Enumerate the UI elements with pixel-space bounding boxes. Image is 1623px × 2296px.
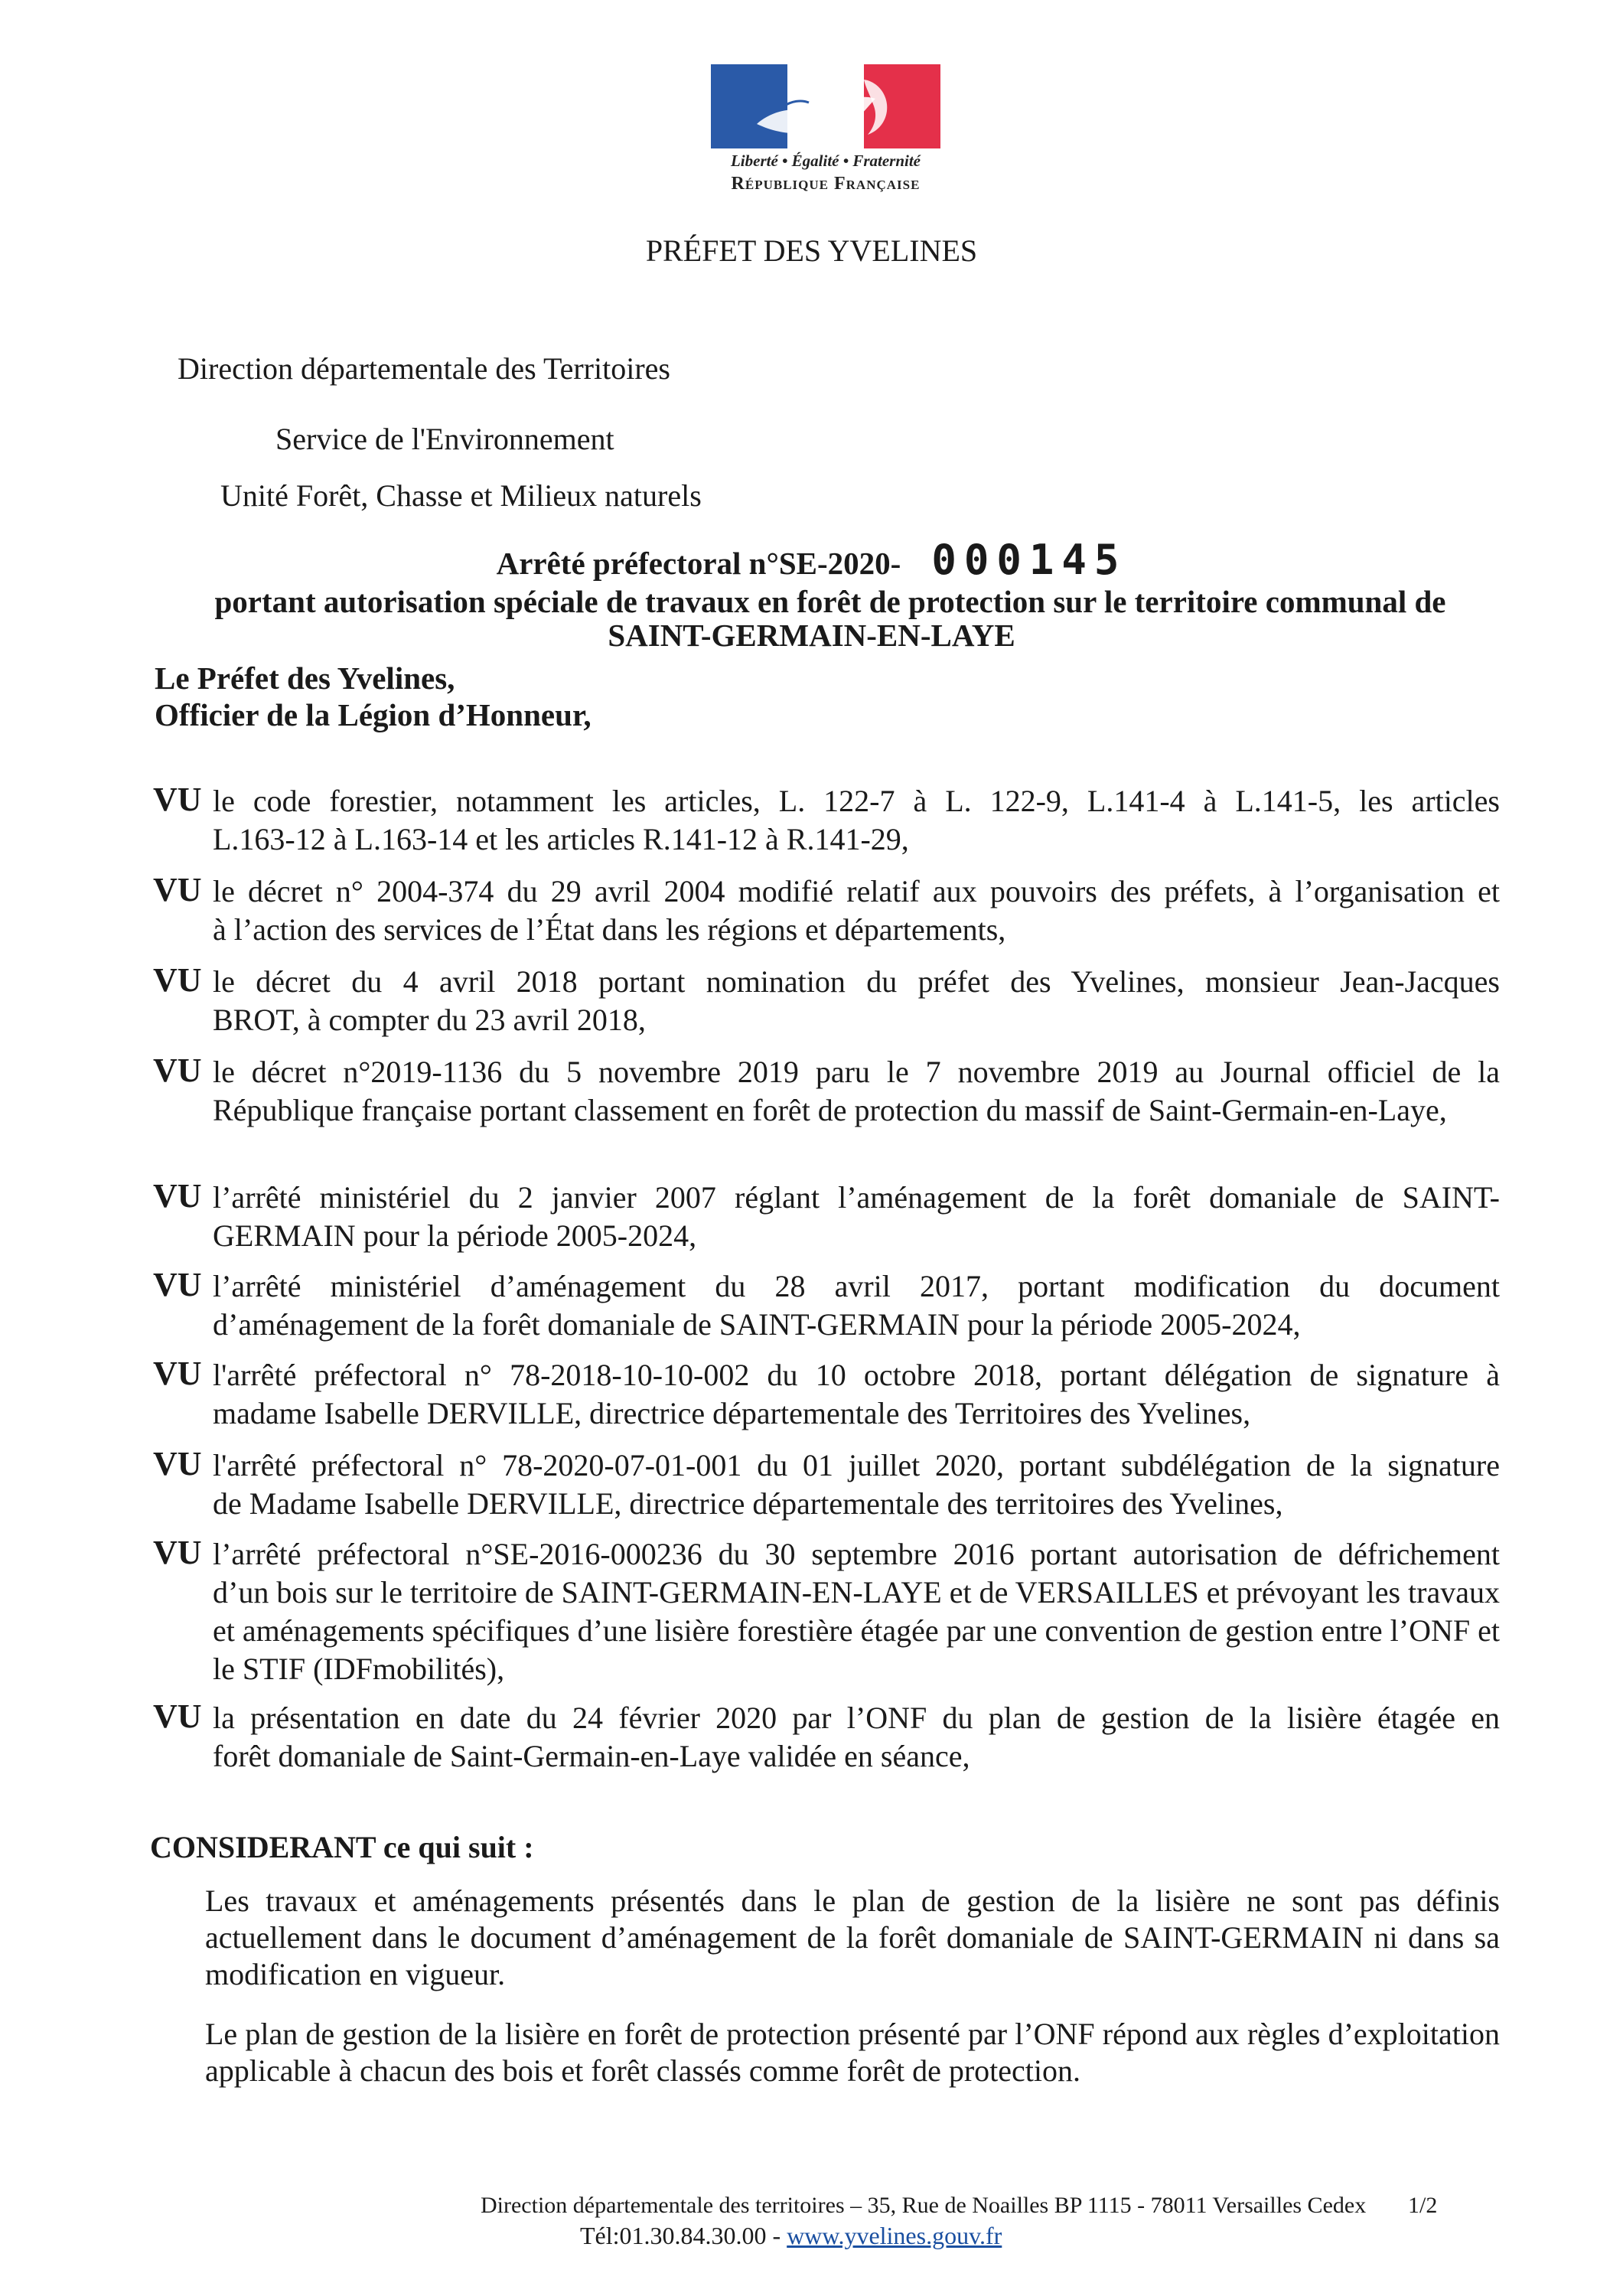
considerant-paragraph-2: Le plan de gestion de la lisière en forêt de protection présenté par l’ONF répond aux règles d’exploitation applicable à chacun des bois et forêt classés comme forêt de protection. [205,2017,1500,2088]
footer-tel: Tél:01.30.84.30.00 - [580,2222,787,2249]
vu-label: VU [153,1266,202,1303]
vu-item [153,1446,1500,1523]
republique-francaise: République Française [731,174,921,194]
vu-first-line: l'arrêté préfectoral n° 78-2018-10-10-002 du 10 octobre 2018, portant délégation de signature à [213,1358,1500,1392]
service-label: Service de l'Environnement [275,422,614,456]
vu-continuation: à l’action des services de l’État dans les régions et départements, [213,912,1006,947]
vu-item [153,1053,1500,1130]
vu-first-line: l’arrêté ministériel d’aménagement du 28 avril 2017, portant modification du document [213,1269,1500,1303]
vu-item [153,872,1500,949]
vu-item [153,1179,1500,1255]
vu-label: VU [153,1177,202,1215]
vu-first-line: l’arrêté préfectoral n°SE-2016-000236 du 30 septembre 2016 portant autorisation de défrichement [213,1537,1500,1571]
vu-label: VU [153,781,202,818]
vu-first-line: l’arrêté ministériel du 2 janvier 2007 réglant l’aménagement de la forêt domaniale de SAINT- [213,1180,1500,1215]
vu-item [153,1535,1500,1688]
vu-item [153,782,1500,859]
vu-first-line: l'arrêté préfectoral n° 78-2020-07-01-001 du 01 juillet 2020, portant subdélégation de la signature [213,1448,1500,1482]
arrete-title [0,536,1623,584]
page-number: 1/2 [1408,2193,1438,2218]
republique-logo [711,64,940,201]
marianne-flag-icon [711,64,940,148]
vu-continuation: madame Isabelle DERVILLE, directrice départementale des Territoires des Yvelines, [213,1396,1251,1430]
vu-label: VU [153,1445,202,1482]
unit-label: Unité Forêt, Chasse et Milieux naturels [220,478,702,513]
vu-label: VU [153,961,202,999]
footer-contact [580,2222,1002,2250]
considerant-title: CONSIDERANT ce qui suit : [150,1830,534,1864]
vu-first-line: le décret du 4 avril 2018 portant nomination du préfet des Yvelines, monsieur Jean-Jacques [213,964,1500,999]
vu-label: VU [153,1534,202,1571]
website-link[interactable]: www.yvelines.gouv.fr [787,2222,1002,2249]
motto: Liberté • Égalité • Fraternité [730,152,921,170]
vu-first-line: le décret n° 2004-374 du 29 avril 2004 modifié relatif aux pouvoirs des préfets, à l’organisation et [213,874,1500,908]
vu-continuation: L.163-12 à L.163-14 et les articles R.141-12 à R.141-29, [213,822,909,856]
vu-first-line: le décret n°2019-1136 du 5 novembre 2019 paru le 7 novembre 2019 au Journal officiel de la [213,1055,1500,1089]
vu-first-line: le code forestier, notamment les articles, L. 122-7 à L. 122-9, L.141-4 à L.141-5, les articles [213,784,1500,818]
considerant-paragraph-1: Les travaux et aménagements présentés dans le plan de gestion de la lisière ne sont pas définis actuellement dans le document d’aménagement de la forêt domaniale de SAINT-GERMAIN ni dans sa modification en vigueur. [205,1883,1500,1991]
prefect-name: Le Préfet des Yvelines, [155,660,455,696]
vu-first-line: la présentation en date du 24 février 2020 par l’ONF du plan de gestion de la lisière étagée en [213,1701,1500,1735]
vu-label: VU [153,1698,202,1735]
vu-item [153,1699,1500,1776]
vu-continuation: d’aménagement de la forêt domaniale de SAINT-GERMAIN pour la période 2005-2024, [213,1307,1301,1342]
vu-continuation: BROT, à compter du 23 avril 2018, [213,1003,646,1037]
vu-item [153,963,1500,1039]
vu-label: VU [153,871,202,908]
arrete-commune: SAINT-GERMAIN-EN-LAYE [608,618,1015,653]
direction-label: Direction départementale des Territoires [178,351,670,386]
vu-continuation: République française portant classement en forêt de protection du massif de Saint-Germain-en-Laye, [213,1093,1447,1127]
prefet-heading: PRÉFET DES YVELINES [645,233,978,268]
arrete-subject: portant autorisation spéciale de travaux en forêt de protection sur le territoire communal de [214,584,1446,619]
vu-continuation: d’un bois sur le territoire de SAINT-GERMAIN-EN-LAYE et de VERSAILLES et prévoyant les travaux et aménagements spécifiques d’une lisière forestière étagée par une convention de gestion entre l’ONF et le STIF (IDFmobilités), [213,1575,1500,1686]
footer-address: Direction départementale des territoires – 35, Rue de Noailles BP 1115 - 78011 Versailles Cedex [481,2193,1367,2218]
vu-continuation: GERMAIN pour la période 2005-2024, [213,1218,697,1253]
vu-continuation: forêt domaniale de Saint-Germain-en-Laye validée en séance, [213,1739,970,1773]
arrete-title-prefix: Arrêté préfectoral n°SE-2020- [496,546,901,581]
vu-label: VU [153,1052,202,1089]
vu-continuation: de Madame Isabelle DERVILLE, directrice départementale des territoires des Yvelines, [213,1486,1283,1521]
prefect-title: Officier de la Légion d’Honneur, [155,697,592,732]
vu-item [153,1267,1500,1344]
vu-label: VU [153,1355,202,1392]
arrete-number: 000145 [931,536,1127,584]
vu-item [153,1356,1500,1433]
